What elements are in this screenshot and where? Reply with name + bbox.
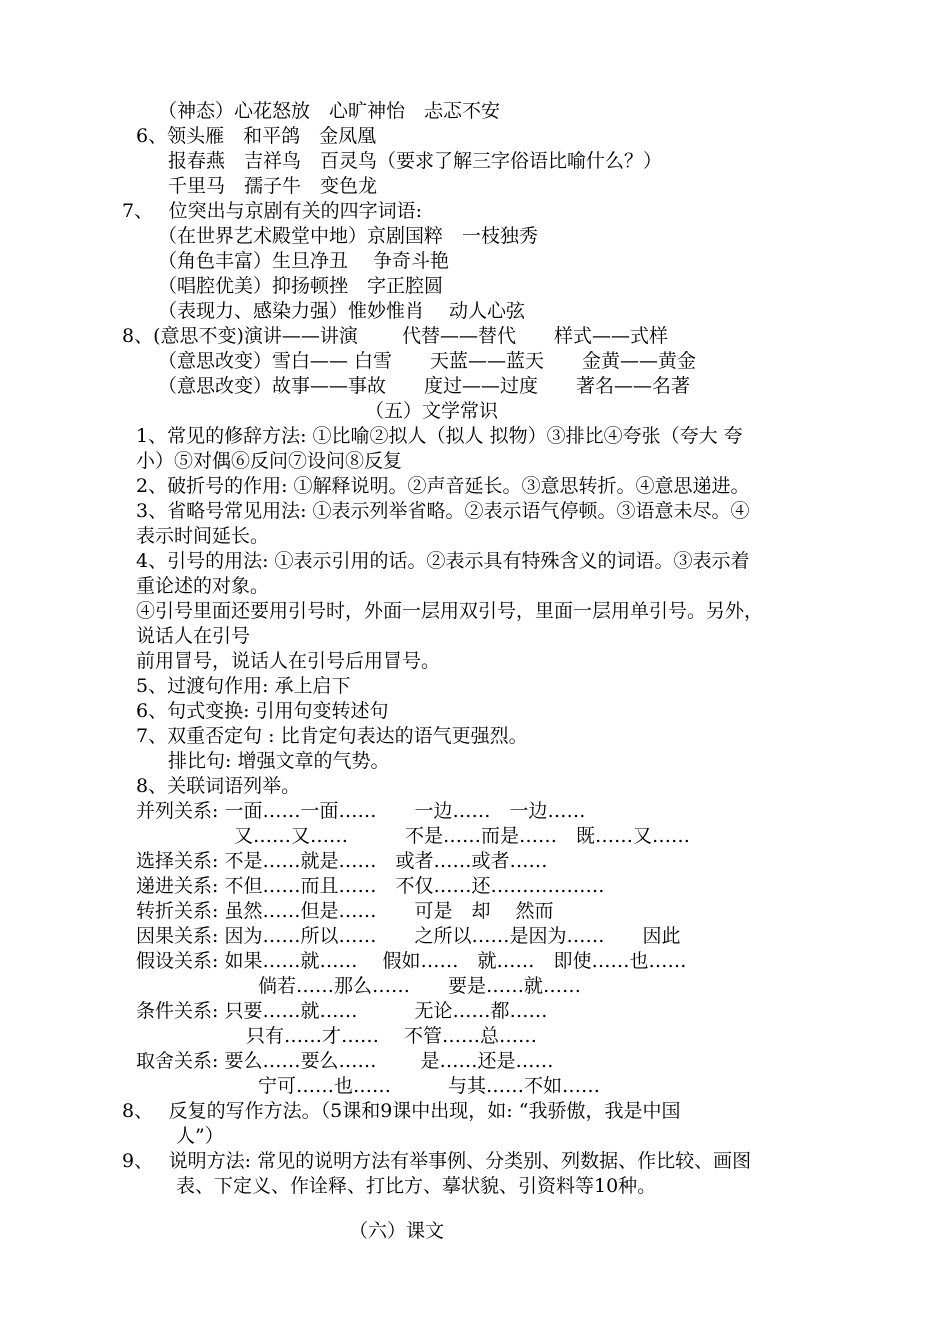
text-line: 因果关系: 因为……所以…… 之所以……是因为…… 因此	[136, 925, 681, 947]
text-line: 取舍关系: 要么……要么…… 是……还是……	[136, 1050, 554, 1072]
text-line: 1、常见的修辞方法: ①比喻②拟人（拟人 拟物）③排比④夸张（夸大 夸	[136, 425, 743, 447]
text-line: 千里马 孺子牛 变色龙	[168, 175, 378, 197]
text-line: 7、双重否定句 : 比肯定句表达的语气更强烈。	[136, 725, 528, 747]
text-line: 5、过渡句作用: 承上启下	[136, 675, 351, 697]
text-line: 6、领头雁 和平鸽 金凤凰	[136, 125, 377, 147]
text-line: 8、关联词语列举。	[136, 775, 301, 797]
text-line: 报春燕 吉祥鸟 百灵鸟（要求了解三字俗语比喻什么？）	[168, 150, 663, 172]
text-line: 7、 位突出与京剧有关的四字词语:	[122, 200, 423, 222]
text-line: 并列关系: 一面……一面…… 一边…… 一边……	[136, 800, 586, 822]
text-line: 表、下定义、作诠释、打比方、摹状貌、引资料等10种。	[176, 1175, 657, 1197]
text-line: 表示时间延长。	[136, 525, 270, 547]
text-line: 条件关系: 只要……就…… 无论……都……	[136, 1000, 548, 1022]
text-line: 9、 说明方法: 常见的说明方法有举事例、分类别、列数据、作比较、画图	[122, 1150, 752, 1172]
section-heading: （五）文学常识	[365, 400, 499, 422]
text-line: 6、句式变换: 引用句变转述句	[136, 700, 389, 722]
text-line: 8、(意思不变)演讲——讲演 代替——替代 样式——式样	[122, 325, 668, 347]
text-line: （神态）心花怒放 心旷神怡 忐忑不安	[158, 100, 501, 122]
text-line: 递进关系: 不但……而且…… 不仅……还………………	[136, 875, 605, 897]
text-line: 转折关系: 虽然……但是…… 可是 却 然而	[136, 900, 554, 922]
text-line: 2、破折号的作用: ①解释说明。②声音延长。③意思转折。④意思递进。	[136, 475, 750, 497]
text-line: ④引号里面还要用引号时，外面一层用双引号，里面一层用单引号。另外，	[136, 600, 764, 622]
text-line: 说话人在引号	[136, 625, 251, 647]
text-line: 选择关系: 不是……就是…… 或者……或者……	[136, 850, 548, 872]
text-line: 前用冒号，说话人在引号后用冒号。	[136, 650, 441, 672]
text-line: （唱腔优美）抑扬顿挫 字正腔圆	[158, 275, 444, 297]
text-line: （在世界艺术殿堂中地）京剧国粹 一枝独秀	[158, 225, 539, 247]
text-line: （角色丰富）生旦净丑 争奇斗艳	[158, 250, 450, 272]
text-line: 宁可……也…… 与其……不如……	[258, 1075, 601, 1097]
section-heading: （六）课文	[349, 1220, 445, 1242]
text-line: 倘若……那么…… 要是……就……	[258, 975, 582, 997]
text-line: 人”）	[176, 1125, 224, 1147]
text-line: 8、 反复的写作方法。（5课和9课中出现，如: “我骄傲，我是中国	[122, 1100, 681, 1122]
text-line: （表现力、感染力强）惟妙惟肖 动人心弦	[158, 300, 526, 322]
text-line: 3、省略号常见用法: ①表示列举省略。②表示语气停顿。③语意未尽。④	[136, 500, 750, 522]
text-line: （意思改变）故事——事故 度过——过度 著名——名著	[158, 375, 691, 397]
text-line: 小）⑤对偶⑥反问⑦设问⑧反复	[136, 450, 403, 472]
text-line: （意思改变）雪白—— 白雪 天蓝——蓝天 金黄——黄金	[158, 350, 697, 372]
text-line: 又……又…… 不是……而是…… 既……又……	[234, 825, 691, 847]
text-line: 排比句: 增强文章的气势。	[168, 750, 390, 772]
text-line: 4、引号的用法: ①表示引用的话。②表示具有特殊含义的词语。③表示着	[136, 550, 750, 572]
text-line: 只有……才…… 不管……总……	[246, 1025, 538, 1047]
text-line: 重论述的对象。	[136, 575, 270, 597]
text-line: 假设关系: 如果……就…… 假如…… 就…… 即使……也……	[136, 950, 687, 972]
